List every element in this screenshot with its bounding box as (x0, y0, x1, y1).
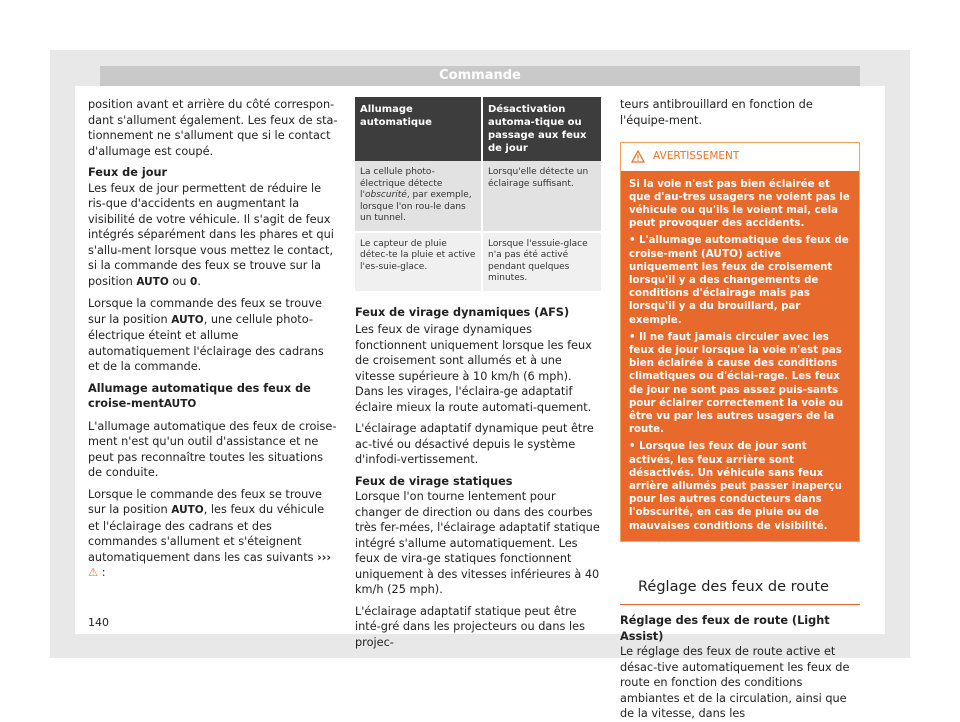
page-number: 140 (88, 616, 109, 629)
paragraph: position avant et arrière du côté correspon-dant s'allument également. Les feux de sta-tionnement ne s'allument que si le contact d'allumage est coupé. (88, 98, 338, 158)
auto-symbol: AUTO (171, 313, 204, 326)
table-row (355, 232, 601, 291)
table-cell: La cellule photo-électrique détecte l'obscurité, par exemple, lorsque l'on rou-le dans un tunnel. (355, 161, 482, 232)
paragraph: Lorsque l'on tourne lentement pour changer de direction ou dans des courbes très fer-mées, l'éclairage adaptatif statique intégré s'allume automatiquement. Les feux de vira-ge statiques fonctionnent uniquement à des vitesses inférieures à 40 km/h (25 mph). (355, 490, 600, 596)
table-cell: Le capteur de pluie détec-te la pluie et active l'es-suie-glace. (355, 232, 482, 291)
auto-symbol: AUTO (136, 275, 169, 288)
warning-triangle-icon (631, 150, 645, 163)
warning-bullet: • Lorsque les feux de jour sont activés, les feux arrière sont désactivés. Un véhicule sans feux arrière allumés peut passer inaperçu pour les autres conducteurs dans l'obscurité, en cas de pluie ou de mauvaises conditions de visibilité. (629, 441, 842, 532)
warning-title: AVERTISSEMENT (653, 150, 740, 162)
middle-column (355, 97, 603, 650)
paragraph: Lorsque la commande des feux se trouve sur la position AUTO, une cellule photo-électrique éteint et allume automatiquement l'éclairage des cadrans et de la commande. (88, 297, 324, 373)
auto-symbol: AUTO (705, 247, 739, 260)
warning-header (621, 143, 859, 171)
auto-lighting-table (355, 97, 601, 291)
paragraph: Le réglage des feux de route active et désac-tive automatiquement les feux de route en fonction des conditions ambiantes et de la circulation, ainsi que de la vitesse, dans les (620, 645, 850, 721)
table-cell: Lorsque l'essuie-glace n'a pas été activé pendant quelques minutes. (482, 232, 601, 291)
left-column (88, 97, 338, 587)
warning-intro: Si la voie n'est pas bien éclairée et que d'au-tres usagers ne voient pas le véhicule ou qu'ils le voient mal, cela peut provoquer des accidents. (629, 178, 850, 230)
paragraph: L'éclairage adaptatif dynamique peut être ac-tivé ou désactivé depuis le système d'infodi-vertissement. (355, 422, 594, 466)
reference-arrow[interactable]: ››› (317, 550, 332, 564)
page-header: Commande (100, 66, 860, 86)
warning-icon: ⚠ (88, 566, 99, 579)
paragraph: L'éclairage adaptatif statique peut être inté-gré dans les projecteurs ou dans les projec- (355, 604, 585, 649)
auto-symbol: AUTO (171, 504, 204, 516)
zero-symbol: 0 (190, 275, 198, 288)
auto-lighting-heading: Allumage automatique des feux de croise-mentAUTO (88, 381, 311, 410)
warning-bullet: • L'allumage automatique des feux de croise-ment (AUTO) active uniquement les feux de croisement lorsqu'il y a des changements de conditions d'éclairage mais pas lorsqu'il y a du brouillard, par exemple. (629, 235, 849, 326)
static-heading: Feux de virage statiques (355, 474, 513, 488)
warning-body (621, 171, 859, 541)
table-cell: Lorsqu'elle détecte un éclairage suffisant. (482, 161, 601, 232)
warning-bullet: • Il ne faut jamais circuler avec les feux de jour lorsque la voie n'est pas bien éclairée à cause des conditions climatiques ou d'éclai-rage. Les feux de jour ne sont pas assez puis-sants pour éclairer correctement la voie ou être vu par les autres usagers de la route. (629, 331, 844, 436)
table-header: Désactivation automa-tique ou passage aux feux de jour (482, 97, 601, 161)
table-row (355, 161, 601, 232)
warning-box (620, 142, 860, 542)
paragraph: Lorsque le commande des feux se trouve sur la position AUTO, les feux du véhicule et l'éclairage des cadrans et des commandes s'allument et s'éteignent automatiquement dans les cas suivants ››› ⚠ : (88, 487, 332, 579)
paragraph: L'allumage automatique des feux de croise-ment n'est qu'un outil d'assistance et ne peut pas reconnaître toutes les situations de conduite. (88, 419, 337, 479)
paragraph: Les feux de jour permettent de réduire le ris-que d'accidents en augmentant la visibilité de votre véhicule. Il s'agit de feux intégrés séparément dans les phares et qui s'allu-ment lorsque vous mettez le contact, si la commande des feux se trouve sur la position AUTO ou 0. (88, 181, 334, 288)
auto-symbol: AUTO (163, 398, 197, 410)
light-assist-heading: Réglage des feux de route (Light Assist) (620, 614, 830, 643)
paragraph: Les feux de virage dynamiques fonctionnent uniquement lorsque les feux de croisement sont allumés et à une vitesse supérieure à 10 km/h (6 mph). Dans les virages, l'éclaira-ge adaptatif éclaire mieux la route automati-quement. (355, 323, 592, 414)
right-column (620, 97, 860, 722)
paragraph: teurs antibrouillard en fonction de l'équipe-ment. (620, 98, 813, 127)
afs-heading: Feux de virage dynamiques (AFS) (355, 305, 570, 319)
table-header: Allumage automatique (355, 97, 482, 161)
feux-de-jour-heading: Feux de jour (88, 166, 168, 179)
section-heading: Réglage des feux de route (620, 580, 860, 606)
